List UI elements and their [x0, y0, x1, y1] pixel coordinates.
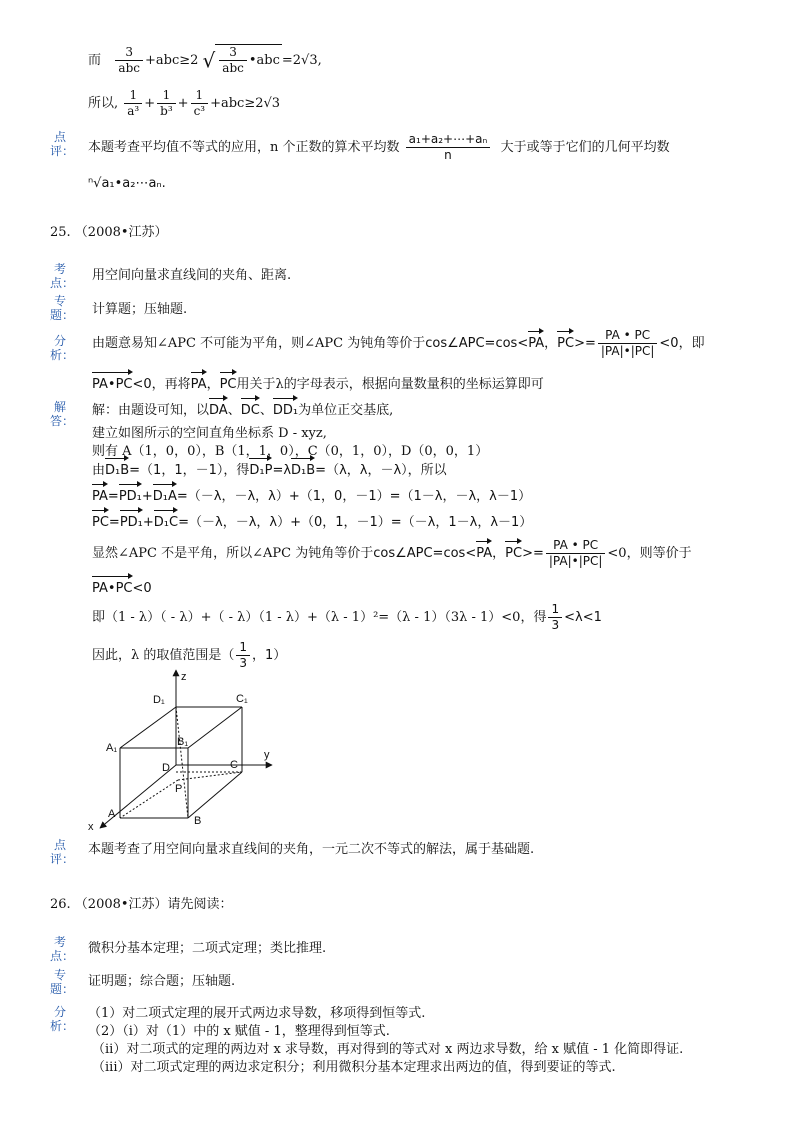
vector: DD₁: [273, 396, 298, 418]
label-C1: C₁: [236, 693, 248, 705]
vector: PC: [557, 329, 574, 351]
fraction: $\frac{1}{\text{c³}}$: [191, 88, 209, 119]
vector: PD₁: [120, 508, 143, 530]
q25-jieda-line1: 解：由题设可知，以DA、DC、DD₁为单位正交基底,: [92, 396, 393, 418]
vector: PA•PC: [92, 370, 133, 392]
q25-jieda-line2: 建立如图所示的空间直角坐标系 D - xyz,: [92, 426, 327, 441]
label-comment-2: 点 评：: [50, 838, 75, 866]
label-B1: B₁: [177, 736, 189, 748]
fraction: $\frac{1}{\text{b³}}$: [157, 88, 176, 119]
text: +abc≥2√3: [210, 96, 281, 111]
q24-line1: [88, 44, 322, 76]
vector: D₁C: [154, 508, 178, 530]
fraction: $\frac{PA • PC}{|PA|•|PC|}$: [546, 538, 606, 569]
q25-jieda-line4: 由D₁B=（1，1，－1），得D₁P=λD₁B=（λ，λ，－λ），所以: [92, 456, 447, 478]
label-zhuanti-2: 专 题：: [50, 968, 75, 996]
label-comment: 点 评：: [50, 130, 75, 158]
q25-zhuanti: 计算题；压轴题.: [92, 302, 188, 317]
text: +abc≥2: [144, 53, 199, 68]
sqrt-sign: √: [202, 48, 216, 73]
vector: DA: [209, 396, 228, 418]
fraction: $\frac{\text{a₁+a₂+⋯+aₙ}}{n}$: [406, 132, 491, 163]
vector: PA: [476, 539, 492, 561]
edge-B1C1: [188, 707, 242, 748]
q24-comment: 本题考查平均值不等式的应用，n 个正数的算术平均数 $\frac{\text{a₁+a₂+⋯+aₙ}}{n}$ 大于或等于它们的几何平均数: [88, 132, 670, 162]
vector: D₁P: [249, 456, 272, 478]
q25-header: 25. （2008•江苏）: [50, 225, 168, 240]
fraction: $\frac{3}{\text{abc}}$: [219, 45, 247, 76]
line-PA: [120, 780, 178, 818]
q26-kaodian: 微积分基本定理；二项式定理；类比推理.: [88, 941, 327, 956]
label-D1: D₁: [153, 694, 165, 706]
fraction: $\frac{1}{\text{a³}}$: [124, 88, 142, 119]
vector: PA: [191, 370, 207, 392]
edge-BC: [188, 772, 242, 818]
label-zhuanti: 专 题：: [50, 294, 75, 322]
label-x: x: [88, 821, 94, 833]
vector: PC: [505, 539, 522, 561]
vector: PD₁: [119, 482, 142, 504]
vector: PA•PC: [92, 574, 133, 596]
label-z: z: [181, 671, 187, 683]
vector: PA: [92, 482, 108, 504]
label-A: A: [108, 808, 116, 820]
fraction: $\frac{3}{\text{abc}}$: [115, 45, 143, 76]
fraction: $\frac{PA • PC}{|PA|•|PC|}$: [598, 328, 658, 359]
sqrt-body: $\frac{3}{\text{abc}}$ •abc: [215, 44, 282, 76]
cube-figure: [85, 665, 285, 840]
q24-line2: 所以, $\frac{1}{\text{a³}}$ + $\frac{1}{\text{b³}}$ + $\frac{1}{\text{c³}}$ +abc≥2√3: [88, 88, 281, 118]
q25-kaodian: 用空间向量求直线间的夹角、距离.: [92, 268, 292, 283]
q24-comment-root: ⁿ√a₁•a₂⋯aₙ.: [88, 176, 166, 191]
q25-jieda-line6: PC=PD₁+D₁C=（－λ，－λ，λ）+（0，1，－1）=（－λ，1－λ，λ－1）: [92, 508, 532, 530]
label-B: B: [194, 815, 202, 827]
label-fenxi-2: 分 析：: [50, 1005, 75, 1033]
vector: PA: [528, 329, 544, 351]
q25-comment: 本题考查了用空间向量求直线间的夹角，一元二次不等式的解法，属于基础题.: [88, 842, 535, 857]
q26-header: 26. （2008•江苏）请先阅读：: [50, 897, 233, 912]
text: =2√3,: [281, 53, 322, 68]
q25-jieda-line8: PA•PC<0: [92, 574, 152, 596]
vector: D₁B: [105, 456, 129, 478]
edge-A1D1: [120, 707, 176, 748]
q26-fenxi-4: （iii）对二项式定理的两边求定积分；利用微积分基本定理求出两边的值，得到要证的等式.: [92, 1060, 616, 1075]
vector: DC: [241, 396, 260, 418]
q25-jieda-line3: 则有 A（1，0，0），B（1，1，0），C（0，1，0），D（0，0，1）: [92, 444, 489, 459]
q25-jieda-line9: 即（1 - λ）（ - λ）+（ - λ）（1 - λ）+（λ - 1）²=（λ - 1）（3λ - 1）<0，得 $\frac{1}{3}$ <λ<1: [92, 602, 602, 632]
q26-zhuanti: 证明题；综合题；压轴题.: [88, 974, 236, 989]
label-kaodian-2: 考 点：: [50, 935, 75, 963]
vector: D₁B: [291, 456, 315, 478]
q25-jieda-line7: 显然∠APC 不是平角，所以∠APC 为钝角等价于cos∠APC=cos<PA，PC>= $\frac{PA • PC}{|PA|•|PC|}$ <0，则等价于: [92, 538, 692, 568]
vector: PC: [92, 508, 109, 530]
label-fenxi: 分 析：: [50, 334, 75, 362]
label-jieda: 解 答：: [50, 400, 75, 428]
text: 而: [88, 53, 102, 68]
label-P: P: [175, 783, 183, 795]
label-A1: A₁: [106, 742, 118, 754]
q25-fenxi-line1: 由题意易知∠APC 不可能为平角，则∠APC 为钝角等价于cos∠APC=cos<PA，PC>= $\frac{PA • PC}{|PA|•|PC|}$ <0，即: [92, 328, 705, 358]
label-C: C: [230, 759, 238, 771]
q25-jieda-line10: 因此，λ 的取值范围是（ $\frac{1}{3}$ ，1）: [92, 640, 287, 670]
vector: D₁A: [153, 482, 177, 504]
fraction: $\frac{1}{3}$: [548, 602, 562, 633]
q26-fenxi-3: （ii）对二项式的定理的两边对 x 求导数，再对得到的等式对 x 两边求导数，给 x 赋值 - 1 化简即得证.: [92, 1042, 684, 1057]
label-kaodian: 考 点：: [50, 262, 75, 290]
label-D: D: [162, 762, 170, 774]
label-y: y: [264, 749, 270, 761]
q25-fenxi-line2: PA•PC<0，再将PA，PC用关于λ的字母表示，根据向量数量积的坐标运算即可: [92, 370, 544, 392]
vector: PC: [220, 370, 237, 392]
q25-jieda-line5: PA=PD₁+D₁A=（－λ，－λ，λ）+（1，0，－1）=（1－λ，－λ，λ－1）: [92, 482, 531, 504]
text: 所以,: [88, 96, 119, 111]
fraction: $\frac{1}{3}$: [236, 640, 250, 671]
q26-fenxi-2: （2）（i）对（1）中的 x 赋值 - 1，整理得到恒等式.: [88, 1024, 390, 1039]
line-D1B: [176, 707, 188, 818]
q26-fenxi-1: （1）对二项式定理的展开式两边求导数，移项得到恒等式.: [88, 1006, 426, 1021]
